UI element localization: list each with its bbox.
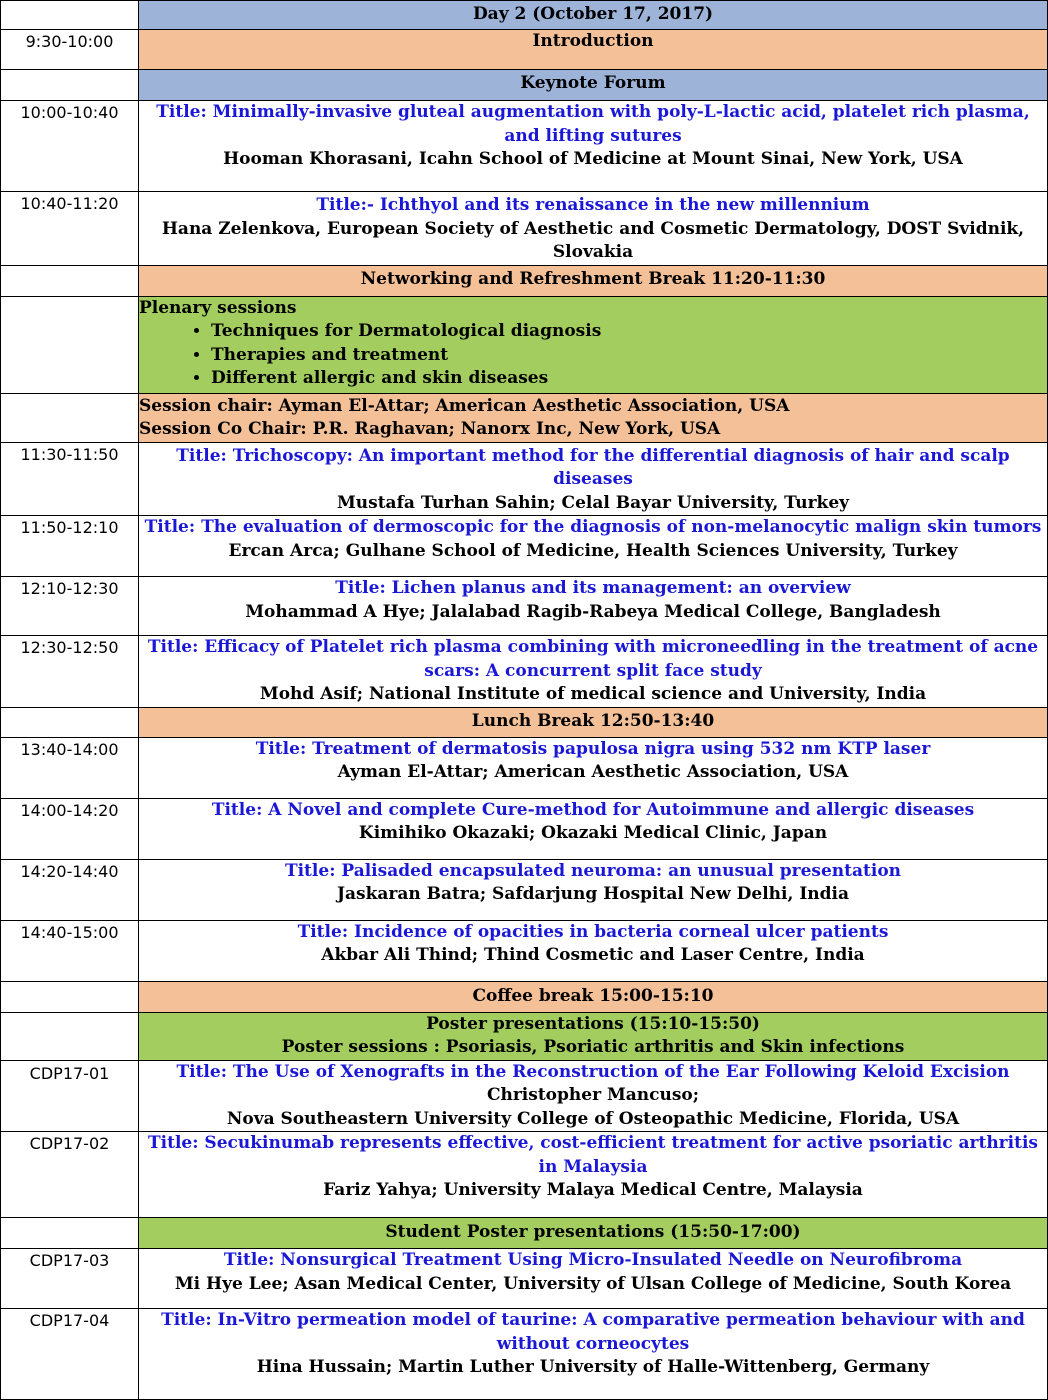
talk-speaker: Mi Hye Lee; Asan Medical Center, University of Ulsan College of Medicine, South Korea: [174, 1273, 1012, 1294]
time-cell: 10:40-11:20: [1, 192, 139, 266]
break-row: [1, 265, 1048, 296]
time-cell: 10:00-10:40: [1, 101, 139, 192]
student-poster-header-row: [1, 1218, 1048, 1249]
talk-speaker: Jaskaran Batra; Safdarjung Hospital New Delhi, India: [336, 884, 850, 904]
talk-speaker: Hana Zelenkova, European Society of Aesthetic and Cosmetic Dermatology, DOST Svidnik, Slovakia: [161, 218, 1025, 262]
intro-label: Introduction: [139, 30, 1048, 70]
talk-title: Title: Treatment of dermatosis papulosa nigra using 532 nm KTP laser: [255, 738, 931, 759]
keynote-header-row: [1, 70, 1048, 101]
intro-row: [1, 30, 1048, 70]
talk-cell: [139, 1132, 1048, 1218]
break-row: [1, 707, 1048, 737]
empty-time-cell: [1, 70, 139, 101]
time-cell: 11:50-12:10: [1, 516, 139, 577]
talk-cell: [139, 1249, 1048, 1309]
talk-title: Title: Secukinumab represents effective, cost-efficient treatment for active psoriatic arthritis in Malaysia: [148, 1133, 1038, 1177]
poster-sessions-topics: Poster sessions : Psoriasis, Psoriatic arthritis and Skin infections: [281, 1037, 905, 1057]
empty-time-cell: [1, 296, 139, 393]
time-cell: CDP17-03: [1, 1249, 139, 1309]
session-co-chair: Session Co Chair: P.R. Raghavan; Nanorx Inc, New York, USA: [139, 419, 721, 439]
talk-title: Title: The Use of Xenografts in the Reconstruction of the Ear Following Keloid Excision: [176, 1061, 1010, 1082]
schedule-row: [1, 577, 1048, 636]
time-cell: 14:20-14:40: [1, 859, 139, 920]
talk-cell: [139, 442, 1048, 516]
poster-header-cell: [139, 1012, 1048, 1060]
networking-break: Networking and Refreshment Break 11:20-11:30: [139, 265, 1048, 296]
schedule-row: [1, 798, 1048, 859]
day-header-row: [1, 1, 1048, 30]
break-row: [1, 981, 1048, 1012]
talk-speaker: Mohd Asif; National Institute of medical science and University, India: [259, 684, 927, 704]
session-chairs-row: [1, 393, 1048, 442]
plenary-topic-list: [139, 320, 1047, 391]
plenary-row: [1, 296, 1048, 393]
talk-cell: [139, 636, 1048, 708]
talk-speaker: Hooman Khorasani, Icahn School of Medicine at Mount Sinai, New York, USA: [223, 149, 963, 169]
talk-title: Title: Lichen planus and its management: an overview: [335, 578, 851, 598]
lunch-break: Lunch Break 12:50-13:40: [139, 707, 1048, 737]
talk-speaker: Mohammad A Hye; Jalalabad Ragib-Rabeya Medical College, Bangladesh: [245, 601, 941, 622]
coffee-break: Coffee break 15:00-15:10: [139, 981, 1048, 1012]
talk-cell: [139, 1309, 1048, 1400]
empty-time-cell: [1, 1, 139, 30]
schedule-row: [1, 101, 1048, 192]
talk-title: Title: The evaluation of dermoscopic for the diagnosis of non-melanocytic malign skin tumors: [144, 517, 1042, 537]
talk-title: Title: Trichoscopy: An important method for the differential diagnosis of hair and scalp diseases: [176, 445, 1010, 489]
talk-speaker: Hina Hussain; Martin Luther University of Halle-Wittenberg, Germany: [256, 1357, 930, 1377]
empty-time-cell: [1, 707, 139, 737]
plenary-heading: Plenary sessions: [139, 297, 297, 318]
talk-title: Title: Minimally-invasive gluteal augmentation with poly-L-lactic acid, platelet rich plasma, and lifting sutures: [156, 102, 1030, 146]
talk-cell: [139, 516, 1048, 577]
time-cell: 13:40-14:00: [1, 737, 139, 798]
talk-cell: [139, 737, 1048, 798]
time-cell: 11:30-11:50: [1, 442, 139, 516]
schedule-row: [1, 1132, 1048, 1218]
time-cell: 12:30-12:50: [1, 636, 139, 708]
talk-cell: [139, 192, 1048, 266]
time-cell: CDP17-04: [1, 1309, 139, 1400]
plenary-topic: • Techniques for Dermatological diagnosis: [211, 320, 1047, 344]
talk-title: Title: A Novel and complete Cure-method for Autoimmune and allergic diseases: [211, 799, 975, 820]
empty-time-cell: [1, 393, 139, 442]
poster-header-row: [1, 1012, 1048, 1060]
talk-title: Title: Incidence of opacities in bacteria corneal ulcer patients: [297, 921, 889, 942]
schedule-row: [1, 859, 1048, 920]
talk-cell: [139, 798, 1048, 859]
talk-title: Title: Palisaded encapsulated neuroma: an unusual presentation: [284, 860, 902, 881]
time-cell: 14:00-14:20: [1, 798, 139, 859]
time-cell: CDP17-02: [1, 1132, 139, 1218]
time-cell: CDP17-01: [1, 1060, 139, 1132]
talk-speaker: Christopher Mancuso;: [486, 1085, 700, 1105]
session-chair: Session chair: Ayman El-Attar; American Aesthetic Association, USA: [139, 395, 790, 416]
talk-speaker: Kimihiko Okazaki; Okazaki Medical Clinic, Japan: [358, 823, 828, 843]
empty-time-cell: [1, 265, 139, 296]
schedule-row: [1, 442, 1048, 516]
talk-title: Title: Nonsurgical Treatment Using Micro-Insulated Needle on Neurofibroma: [223, 1250, 963, 1270]
time-cell: 9:30-10:00: [1, 30, 139, 70]
talk-speaker: Akbar Ali Thind; Thind Cosmetic and Laser Centre, India: [321, 945, 865, 965]
day-header: Day 2 (October 17, 2017): [139, 1, 1048, 30]
schedule-row: [1, 920, 1048, 981]
talk-title: Title: Efficacy of Platelet rich plasma combining with microneedling in the treatment of acne scars: A concurrent split face study: [147, 637, 1039, 681]
time-cell: 12:10-12:30: [1, 577, 139, 636]
schedule-row: [1, 737, 1048, 798]
schedule-row: [1, 1309, 1048, 1400]
talk-title: Title: In-Vitro permeation model of taurine: A comparative permeation behaviour with and without corneocytes: [161, 1310, 1025, 1354]
talk-speaker: Ayman El-Attar; American Aesthetic Association, USA: [337, 762, 849, 782]
student-poster-header: Student Poster presentations (15:50-17:00): [139, 1218, 1048, 1249]
talk-cell: [139, 1060, 1048, 1132]
empty-time-cell: [1, 1012, 139, 1060]
poster-header-title: Poster presentations (15:10-15:50): [426, 1013, 760, 1034]
talk-speaker: Mustafa Turhan Sahin; Celal Bayar University, Turkey: [336, 492, 850, 513]
talk-cell: [139, 101, 1048, 192]
talk-cell: [139, 920, 1048, 981]
time-cell: 14:40-15:00: [1, 920, 139, 981]
talk-speaker: Ercan Arca; Gulhane School of Medicine, Health Sciences University, Turkey: [228, 540, 958, 561]
talk-speaker: Fariz Yahya; University Malaya Medical Centre, Malaysia: [323, 1180, 863, 1200]
session-chairs-cell: [139, 393, 1048, 442]
plenary-topic: • Therapies and treatment: [211, 344, 1047, 368]
talk-cell: [139, 859, 1048, 920]
keynote-forum-label: Keynote Forum: [139, 70, 1048, 101]
plenary-topic: • Different allergic and skin diseases: [211, 367, 1047, 391]
schedule-row: [1, 636, 1048, 708]
schedule-row: [1, 192, 1048, 266]
plenary-cell: [139, 296, 1048, 393]
talk-affiliation: Nova Southeastern University College of Osteopathic Medicine, Florida, USA: [226, 1108, 960, 1129]
empty-time-cell: [1, 981, 139, 1012]
empty-time-cell: [1, 1218, 139, 1249]
talk-title: Title:- Ichthyol and its renaissance in the new millennium: [316, 195, 870, 215]
talk-cell: [139, 577, 1048, 636]
schedule-row: [1, 1060, 1048, 1132]
schedule-row: [1, 1249, 1048, 1309]
schedule-row: [1, 516, 1048, 577]
